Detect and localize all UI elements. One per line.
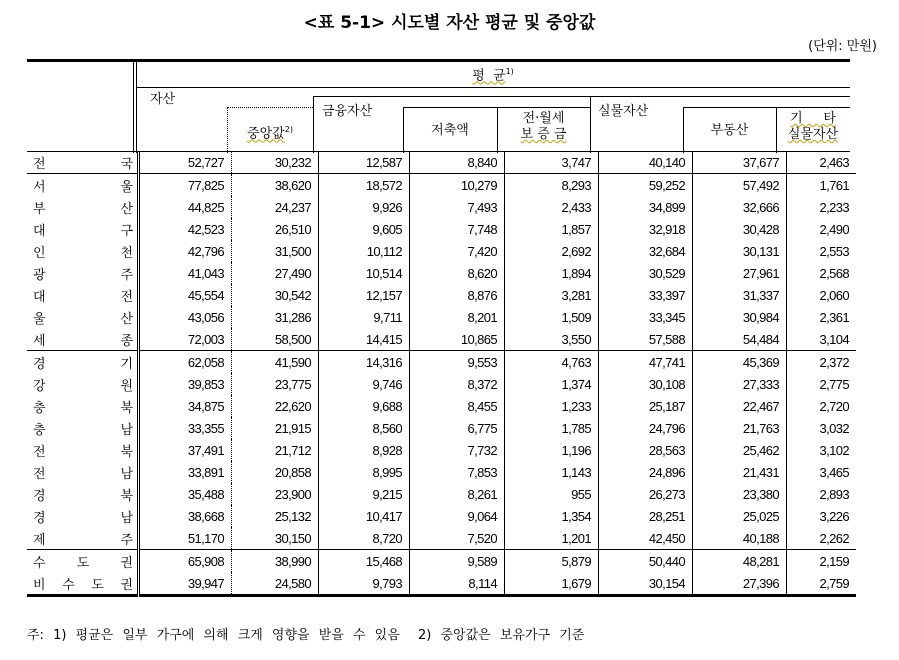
cell-value: 9,746 (319, 373, 410, 395)
cell-value: 40,188 (693, 527, 787, 550)
cell-value: 1,196 (505, 439, 599, 461)
cell-value: 23,900 (232, 483, 319, 505)
cell-value: 8,560 (319, 417, 410, 439)
row-label: 비 수 도 권 (27, 572, 139, 596)
cell-value: 9,589 (410, 550, 505, 573)
cell-value: 7,520 (410, 527, 505, 550)
cell-value: 2,553 (787, 240, 857, 262)
cell-value: 25,025 (693, 505, 787, 527)
cell-value: 2,159 (787, 550, 857, 573)
cell-value: 33,355 (139, 417, 232, 439)
cell-value: 2,372 (787, 351, 857, 374)
table-row (27, 284, 856, 306)
cell-value: 2,361 (787, 306, 857, 328)
row-label: 전 국 (27, 151, 139, 174)
cell-value: 8,114 (410, 572, 505, 596)
header-savings: 저축액 (431, 123, 469, 138)
cell-value: 25,462 (693, 439, 787, 461)
cell-value: 59,252 (599, 174, 693, 197)
cell-value: 31,337 (693, 284, 787, 306)
cell-value: 8,201 (410, 306, 505, 328)
cell-value: 48,281 (693, 550, 787, 573)
table-row (27, 439, 856, 461)
cell-value: 1,785 (505, 417, 599, 439)
cell-value: 7,493 (410, 196, 505, 218)
cell-value: 8,720 (319, 527, 410, 550)
cell-value: 10,112 (319, 240, 410, 262)
cell-value: 1,894 (505, 262, 599, 284)
cell-value: 39,947 (139, 572, 232, 596)
cell-value: 8,995 (319, 461, 410, 483)
cell-value: 3,226 (787, 505, 857, 527)
cell-value: 39,853 (139, 373, 232, 395)
cell-value: 8,455 (410, 395, 505, 417)
table-row (27, 351, 856, 374)
row-label: 경 북 (27, 483, 139, 505)
row-label: 인 천 (27, 240, 139, 262)
cell-value: 41,043 (139, 262, 232, 284)
cell-value: 21,712 (232, 439, 319, 461)
cell-value: 30,984 (693, 306, 787, 328)
cell-value: 54,484 (693, 328, 787, 351)
cell-value: 41,590 (232, 351, 319, 374)
header-real-estate: 부동산 (710, 123, 749, 138)
row-label: 전 남 (27, 461, 139, 483)
cell-value: 8,840 (410, 151, 505, 174)
row-label: 강 원 (27, 373, 139, 395)
row-label: 대 전 (27, 284, 139, 306)
cell-value: 2,893 (787, 483, 857, 505)
cell-value: 9,064 (410, 505, 505, 527)
cell-value: 6,775 (410, 417, 505, 439)
cell-value: 2,433 (505, 196, 599, 218)
cell-value: 38,620 (232, 174, 319, 197)
cell-value: 1,679 (505, 572, 599, 596)
cell-value: 27,490 (232, 262, 319, 284)
cell-value: 34,899 (599, 196, 693, 218)
cell-value: 3,032 (787, 417, 857, 439)
cell-value: 31,286 (232, 306, 319, 328)
table-title: <표 5-1> 시도별 자산 평균 및 중앙값 (303, 13, 596, 33)
cell-value: 30,154 (599, 572, 693, 596)
cell-value: 9,605 (319, 218, 410, 240)
table-row (27, 328, 856, 351)
cell-value: 30,232 (232, 151, 319, 174)
cell-value: 26,273 (599, 483, 693, 505)
cell-value: 27,961 (693, 262, 787, 284)
row-label: 세 종 (27, 328, 139, 351)
cell-value: 8,620 (410, 262, 505, 284)
cell-value: 50,440 (599, 550, 693, 573)
cell-value: 8,261 (410, 483, 505, 505)
cell-value: 27,333 (693, 373, 787, 395)
header-financial-asset: 금융자산 (322, 104, 373, 119)
cell-value: 34,875 (139, 395, 232, 417)
cell-value: 18,572 (319, 174, 410, 197)
row-label: 울 산 (27, 306, 139, 328)
cell-value: 8,876 (410, 284, 505, 306)
cell-value: 2,262 (787, 527, 857, 550)
cell-value: 5,879 (505, 550, 599, 573)
cell-value: 57,492 (693, 174, 787, 197)
row-label: 충 북 (27, 395, 139, 417)
cell-value: 1,201 (505, 527, 599, 550)
header-real-asset: 실물자산 (598, 104, 649, 119)
cell-value: 38,668 (139, 505, 232, 527)
table-row (27, 483, 856, 505)
table-row (27, 461, 856, 483)
cell-value: 12,157 (319, 284, 410, 306)
cell-value: 8,928 (319, 439, 410, 461)
cell-value: 30,428 (693, 218, 787, 240)
cell-value: 3,465 (787, 461, 857, 483)
row-label: 경 기 (27, 351, 139, 374)
cell-value: 44,825 (139, 196, 232, 218)
cell-value: 33,891 (139, 461, 232, 483)
cell-value: 32,684 (599, 240, 693, 262)
cell-value: 3,104 (787, 328, 857, 351)
cell-value: 28,563 (599, 439, 693, 461)
cell-value: 23,775 (232, 373, 319, 395)
cell-value: 72,003 (139, 328, 232, 351)
cell-value: 25,187 (599, 395, 693, 417)
cell-value: 57,588 (599, 328, 693, 351)
table-row (27, 174, 856, 197)
cell-value: 40,140 (599, 151, 693, 174)
row-label: 부 산 (27, 196, 139, 218)
cell-value: 10,279 (410, 174, 505, 197)
cell-value: 3,747 (505, 151, 599, 174)
table-row (27, 262, 856, 284)
cell-value: 42,523 (139, 218, 232, 240)
cell-value: 33,345 (599, 306, 693, 328)
cell-value: 9,553 (410, 351, 505, 374)
cell-value: 52,727 (139, 151, 232, 174)
cell-value: 15,468 (319, 550, 410, 573)
cell-value: 32,666 (693, 196, 787, 218)
cell-value: 7,748 (410, 218, 505, 240)
header-deposit: 전·월세 보 증 금 (520, 111, 567, 142)
cell-value: 31,500 (232, 240, 319, 262)
cell-value: 47,741 (599, 351, 693, 374)
unit-label: (단위: 만원) (808, 39, 877, 54)
cell-value: 35,488 (139, 483, 232, 505)
cell-value: 10,865 (410, 328, 505, 351)
cell-value: 1,233 (505, 395, 599, 417)
table-row (27, 240, 856, 262)
cell-value: 10,514 (319, 262, 410, 284)
cell-value: 4,763 (505, 351, 599, 374)
cell-value: 37,677 (693, 151, 787, 174)
row-label: 대 구 (27, 218, 139, 240)
row-label: 제 주 (27, 527, 139, 550)
header-asset: 자산 (150, 92, 176, 107)
cell-value: 1,374 (505, 373, 599, 395)
cell-value: 14,415 (319, 328, 410, 351)
cell-value: 45,369 (693, 351, 787, 374)
cell-value: 30,108 (599, 373, 693, 395)
cell-value: 2,720 (787, 395, 857, 417)
table-row (27, 417, 856, 439)
cell-value: 27,396 (693, 572, 787, 596)
table-row (27, 527, 856, 550)
cell-value: 1,857 (505, 218, 599, 240)
cell-value: 9,711 (319, 306, 410, 328)
cell-value: 28,251 (599, 505, 693, 527)
cell-value: 24,580 (232, 572, 319, 596)
cell-value: 1,354 (505, 505, 599, 527)
cell-value: 2,568 (787, 262, 857, 284)
cell-value: 23,380 (693, 483, 787, 505)
cell-value: 30,150 (232, 527, 319, 550)
cell-value: 30,542 (232, 284, 319, 306)
cell-value: 8,293 (505, 174, 599, 197)
table-row (27, 196, 856, 218)
cell-value: 2,692 (505, 240, 599, 262)
cell-value: 7,420 (410, 240, 505, 262)
table-row (27, 373, 856, 395)
cell-value: 33,397 (599, 284, 693, 306)
cell-value: 2,463 (787, 151, 857, 174)
cell-value: 25,132 (232, 505, 319, 527)
cell-value: 21,915 (232, 417, 319, 439)
row-label: 광 주 (27, 262, 139, 284)
row-label: 전 북 (27, 439, 139, 461)
cell-value: 9,688 (319, 395, 410, 417)
cell-value: 9,793 (319, 572, 410, 596)
cell-value: 1,143 (505, 461, 599, 483)
cell-value: 12,587 (319, 151, 410, 174)
table-row (27, 572, 856, 596)
cell-value: 2,775 (787, 373, 857, 395)
header-average: 평 균$^{1)}$ (472, 67, 514, 84)
cell-value: 21,763 (693, 417, 787, 439)
row-label: 수 도 권 (27, 550, 139, 573)
cell-value: 30,131 (693, 240, 787, 262)
cell-value: 3,102 (787, 439, 857, 461)
cell-value: 30,529 (599, 262, 693, 284)
cell-value: 38,990 (232, 550, 319, 573)
cell-value: 42,450 (599, 527, 693, 550)
cell-value: 2,759 (787, 572, 857, 596)
cell-value: 10,417 (319, 505, 410, 527)
cell-value: 3,550 (505, 328, 599, 351)
cell-value: 7,732 (410, 439, 505, 461)
cell-value: 37,491 (139, 439, 232, 461)
cell-value: 14,316 (319, 351, 410, 374)
cell-value: 45,554 (139, 284, 232, 306)
cell-value: 22,620 (232, 395, 319, 417)
table-row (27, 218, 856, 240)
footnote: 주: 1) 평균은 일부 가구에 의해 크게 영향을 받을 수 있음 2) 중앙값은 보유가구 기준 (27, 628, 585, 643)
row-label: 경 남 (27, 505, 139, 527)
table-row (27, 395, 856, 417)
cell-value: 8,372 (410, 373, 505, 395)
cell-value: 77,825 (139, 174, 232, 197)
cell-value: 24,796 (599, 417, 693, 439)
cell-value: 22,467 (693, 395, 787, 417)
cell-value: 2,490 (787, 218, 857, 240)
cell-value: 7,853 (410, 461, 505, 483)
cell-value: 9,215 (319, 483, 410, 505)
table-row (27, 505, 856, 527)
cell-value: 9,926 (319, 196, 410, 218)
cell-value: 21,431 (693, 461, 787, 483)
cell-value: 1,509 (505, 306, 599, 328)
cell-value: 1,761 (787, 174, 857, 197)
header-median: 중앙값$^{2)}$ (247, 125, 293, 142)
cell-value: 2,060 (787, 284, 857, 306)
data-table (27, 151, 856, 597)
cell-value: 43,056 (139, 306, 232, 328)
cell-value: 32,918 (599, 218, 693, 240)
cell-value: 3,281 (505, 284, 599, 306)
cell-value: 955 (505, 483, 599, 505)
table-row (27, 306, 856, 328)
table-row (27, 550, 856, 573)
cell-value: 62,058 (139, 351, 232, 374)
cell-value: 24,896 (599, 461, 693, 483)
row-label: 서 울 (27, 174, 139, 197)
cell-value: 42,796 (139, 240, 232, 262)
cell-value: 65,908 (139, 550, 232, 573)
row-label: 충 남 (27, 417, 139, 439)
header-other-real-asset: 기 타 실물자산 (787, 111, 839, 142)
cell-value: 51,170 (139, 527, 232, 550)
cell-value: 26,510 (232, 218, 319, 240)
cell-value: 20,858 (232, 461, 319, 483)
table-row (27, 151, 856, 174)
cell-value: 58,500 (232, 328, 319, 351)
cell-value: 24,237 (232, 196, 319, 218)
cell-value: 2,233 (787, 196, 857, 218)
